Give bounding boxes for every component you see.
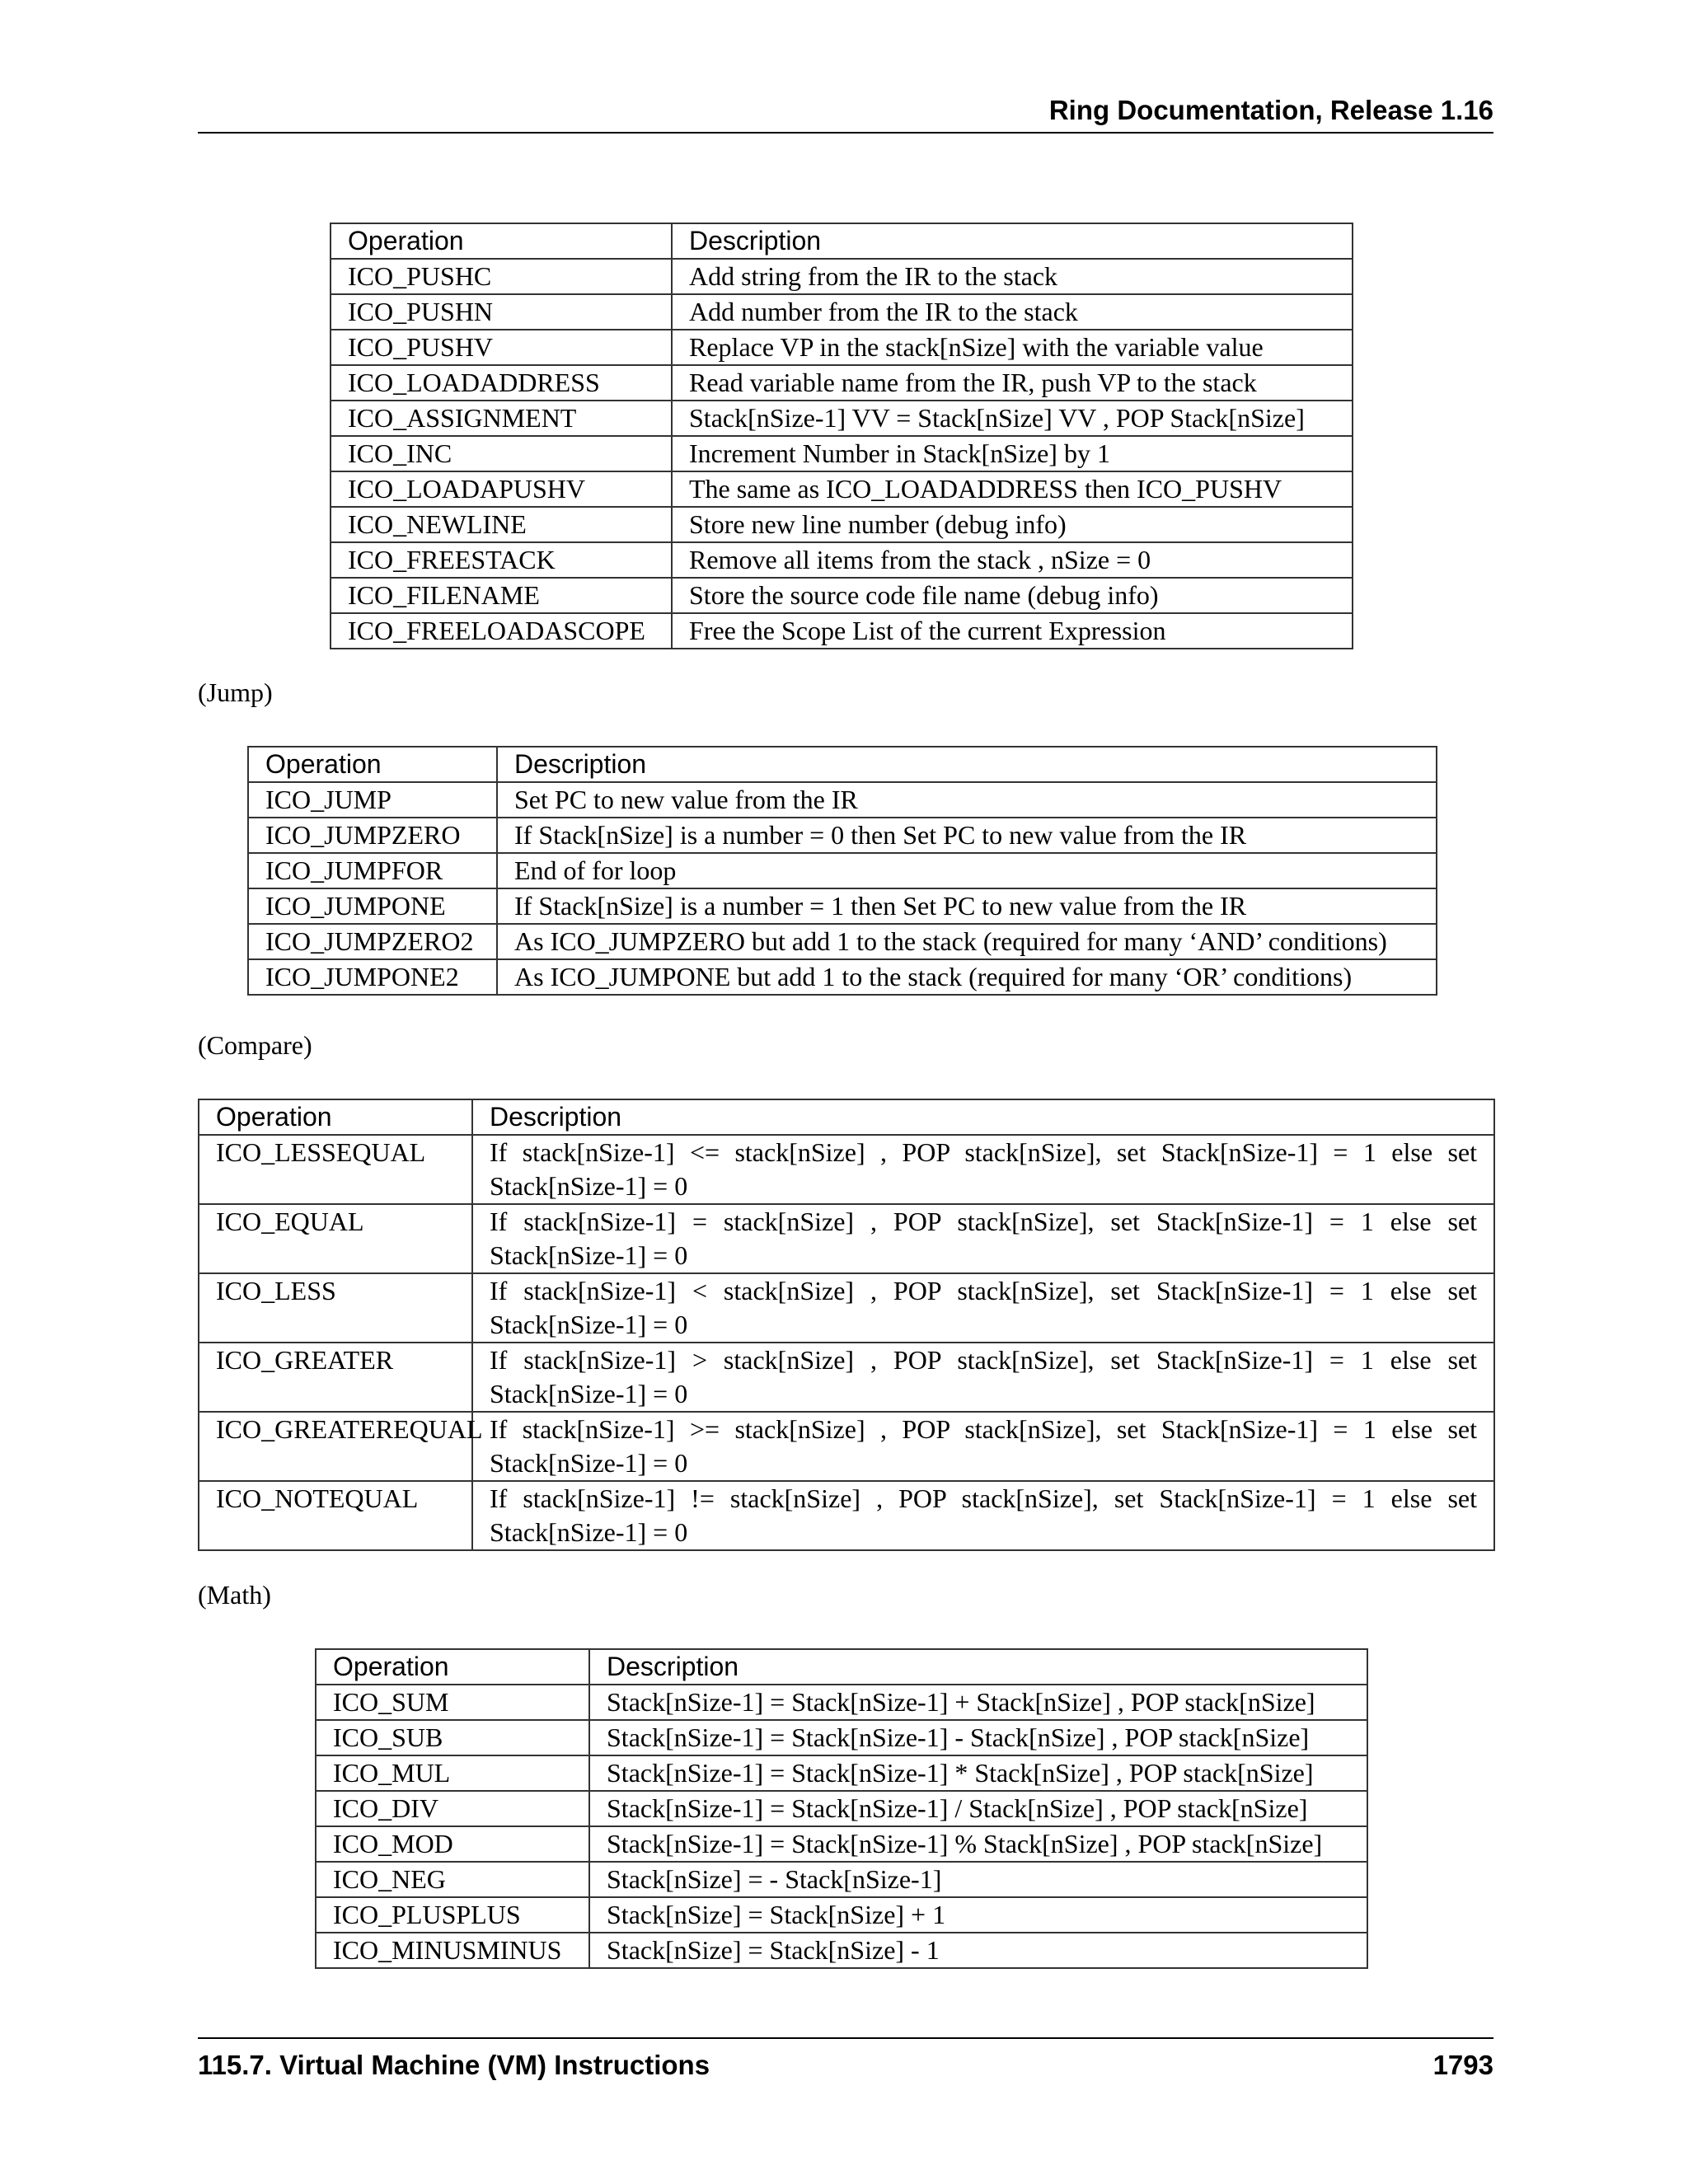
table-row	[199, 1204, 1494, 1273]
description-cell: Store the source code file name (debug info)	[672, 578, 1353, 613]
operation-cell: ICO_LESSEQUAL	[199, 1135, 472, 1204]
description-cell: If stack[nSize-1] = stack[nSize] , POP stack[nSize], set Stack[nSize-1] = 1 else set Stack[nSize-1] = 0	[472, 1204, 1494, 1273]
operation-header: Operation	[316, 1649, 589, 1685]
description-cell: Free the Scope List of the current Expression	[672, 613, 1353, 649]
table-header-row	[248, 747, 1437, 782]
description-cell: If stack[nSize-1] != stack[nSize] , POP stack[nSize], set Stack[nSize-1] = 1 else set Stack[nSize-1] = 0	[472, 1481, 1494, 1550]
table-row	[316, 1720, 1367, 1755]
description-cell: If stack[nSize-1] >= stack[nSize] , POP stack[nSize], set Stack[nSize-1] = 1 else set Stack[nSize-1] = 0	[472, 1412, 1494, 1481]
table-row	[199, 1273, 1494, 1343]
table-row	[316, 1685, 1367, 1720]
operation-cell: ICO_NEG	[316, 1862, 589, 1897]
math-section-label: (Math)	[198, 1580, 271, 1610]
table-row	[248, 888, 1437, 924]
operation-cell: ICO_LOADAPUSHV	[331, 471, 672, 507]
operation-header: Operation	[199, 1099, 472, 1135]
jump-section-label: (Jump)	[198, 677, 273, 707]
table-header-row	[331, 223, 1353, 259]
operation-cell: ICO_INC	[331, 436, 672, 471]
description-header: Description	[472, 1099, 1494, 1135]
table-header-row	[199, 1099, 1494, 1135]
operation-cell: ICO_SUB	[316, 1720, 589, 1755]
stack-operations-table	[330, 223, 1353, 649]
description-cell: Read variable name from the IR, push VP to the stack	[672, 365, 1353, 401]
compare-section-label: (Compare)	[198, 1030, 312, 1060]
table-row	[331, 613, 1353, 649]
operation-cell: ICO_JUMPFOR	[248, 853, 497, 888]
operation-cell: ICO_DIV	[316, 1791, 589, 1826]
description-header: Description	[672, 223, 1353, 259]
operation-cell: ICO_JUMPZERO2	[248, 924, 497, 959]
table-row	[248, 924, 1437, 959]
table-row	[199, 1412, 1494, 1481]
description-cell: Set PC to new value from the IR	[497, 782, 1437, 818]
description-cell: Stack[nSize-1] = Stack[nSize-1] - Stack[nSize] , POP stack[nSize]	[589, 1720, 1367, 1755]
description-cell: End of for loop	[497, 853, 1437, 888]
table-row	[248, 782, 1437, 818]
table-row	[199, 1481, 1494, 1550]
operation-cell: ICO_JUMPZERO	[248, 818, 497, 853]
table-row	[331, 401, 1353, 436]
operation-cell: ICO_ASSIGNMENT	[331, 401, 672, 436]
operation-cell: ICO_SUM	[316, 1685, 589, 1720]
operation-cell: ICO_LOADADDRESS	[331, 365, 672, 401]
operation-cell: ICO_FREELOADASCOPE	[331, 613, 672, 649]
jump-operations-table	[247, 746, 1437, 996]
operation-header: Operation	[331, 223, 672, 259]
description-cell: Add number from the IR to the stack	[672, 294, 1353, 330]
description-header: Description	[497, 747, 1437, 782]
table-row	[331, 259, 1353, 294]
table-row	[331, 542, 1353, 578]
operation-cell: ICO_JUMP	[248, 782, 497, 818]
description-cell: Remove all items from the stack , nSize = 0	[672, 542, 1353, 578]
page-header	[198, 92, 1493, 134]
table-row	[331, 471, 1353, 507]
operation-cell: ICO_FREESTACK	[331, 542, 672, 578]
table-row	[316, 1862, 1367, 1897]
operation-cell: ICO_FILENAME	[331, 578, 672, 613]
description-cell: As ICO_JUMPONE but add 1 to the stack (required for many ‘OR’ conditions)	[497, 959, 1437, 995]
operation-cell: ICO_GREATEREQUAL	[199, 1412, 472, 1481]
math-operations-table	[315, 1648, 1368, 1969]
description-cell: Stack[nSize-1] = Stack[nSize-1] + Stack[nSize] , POP stack[nSize]	[589, 1685, 1367, 1720]
table-row	[331, 365, 1353, 401]
description-cell: Replace VP in the stack[nSize] with the variable value	[672, 330, 1353, 365]
page-number: 1793	[1432, 2050, 1493, 2080]
operation-cell: ICO_JUMPONE2	[248, 959, 497, 995]
page-footer	[198, 2037, 1493, 2083]
table-row	[248, 818, 1437, 853]
table-row	[248, 853, 1437, 888]
description-cell: If Stack[nSize] is a number = 0 then Set PC to new value from the IR	[497, 818, 1437, 853]
table-row	[331, 436, 1353, 471]
description-cell: Stack[nSize-1] = Stack[nSize-1] * Stack[nSize] , POP stack[nSize]	[589, 1755, 1367, 1791]
description-cell: Store new line number (debug info)	[672, 507, 1353, 542]
table-row	[316, 1933, 1367, 1968]
operation-cell: ICO_PUSHN	[331, 294, 672, 330]
table-row	[316, 1826, 1367, 1862]
description-cell: Add string from the IR to the stack	[672, 259, 1353, 294]
table-row	[331, 330, 1353, 365]
compare-operations-table	[198, 1099, 1495, 1551]
operation-cell: ICO_PLUSPLUS	[316, 1897, 589, 1933]
description-cell: Stack[nSize] = - Stack[nSize-1]	[589, 1862, 1367, 1897]
operation-cell: ICO_LESS	[199, 1273, 472, 1343]
description-cell: Increment Number in Stack[nSize] by 1	[672, 436, 1353, 471]
document-title: Ring Documentation, Release 1.16	[1048, 95, 1493, 125]
table-row	[331, 294, 1353, 330]
description-cell: If stack[nSize-1] < stack[nSize] , POP stack[nSize], set Stack[nSize-1] = 1 else set Stack[nSize-1] = 0	[472, 1273, 1494, 1343]
description-cell: Stack[nSize-1] VV = Stack[nSize] VV , POP Stack[nSize]	[672, 401, 1353, 436]
description-cell: If stack[nSize-1] > stack[nSize] , POP stack[nSize], set Stack[nSize-1] = 1 else set Stack[nSize-1] = 0	[472, 1343, 1494, 1412]
description-cell: Stack[nSize-1] = Stack[nSize-1] % Stack[nSize] , POP stack[nSize]	[589, 1826, 1367, 1862]
operation-header: Operation	[248, 747, 497, 782]
table-row	[331, 507, 1353, 542]
operation-cell: ICO_EQUAL	[199, 1204, 472, 1273]
description-cell: Stack[nSize-1] = Stack[nSize-1] / Stack[nSize] , POP stack[nSize]	[589, 1791, 1367, 1826]
operation-cell: ICO_NOTEQUAL	[199, 1481, 472, 1550]
description-header: Description	[589, 1649, 1367, 1685]
description-cell: Stack[nSize] = Stack[nSize] - 1	[589, 1933, 1367, 1968]
operation-cell: ICO_MOD	[316, 1826, 589, 1862]
table-row	[316, 1755, 1367, 1791]
table-row	[248, 959, 1437, 995]
table-row	[199, 1343, 1494, 1412]
operation-cell: ICO_MINUSMINUS	[316, 1933, 589, 1968]
description-cell: If stack[nSize-1] <= stack[nSize] , POP stack[nSize], set Stack[nSize-1] = 1 else set Stack[nSize-1] = 0	[472, 1135, 1494, 1204]
footer-section-title: 115.7. Virtual Machine (VM) Instructions	[198, 2050, 710, 2080]
operation-cell: ICO_PUSHV	[331, 330, 672, 365]
table-row	[199, 1135, 1494, 1204]
table-row	[316, 1897, 1367, 1933]
table-header-row	[316, 1649, 1367, 1685]
description-cell: As ICO_JUMPZERO but add 1 to the stack (required for many ‘AND’ conditions)	[497, 924, 1437, 959]
operation-cell: ICO_JUMPONE	[248, 888, 497, 924]
operation-cell: ICO_NEWLINE	[331, 507, 672, 542]
description-cell: The same as ICO_LOADADDRESS then ICO_PUSHV	[672, 471, 1353, 507]
table-row	[316, 1791, 1367, 1826]
operation-cell: ICO_MUL	[316, 1755, 589, 1791]
operation-cell: ICO_PUSHC	[331, 259, 672, 294]
operation-cell: ICO_GREATER	[199, 1343, 472, 1412]
table-row	[331, 578, 1353, 613]
description-cell: If Stack[nSize] is a number = 1 then Set PC to new value from the IR	[497, 888, 1437, 924]
description-cell: Stack[nSize] = Stack[nSize] + 1	[589, 1897, 1367, 1933]
